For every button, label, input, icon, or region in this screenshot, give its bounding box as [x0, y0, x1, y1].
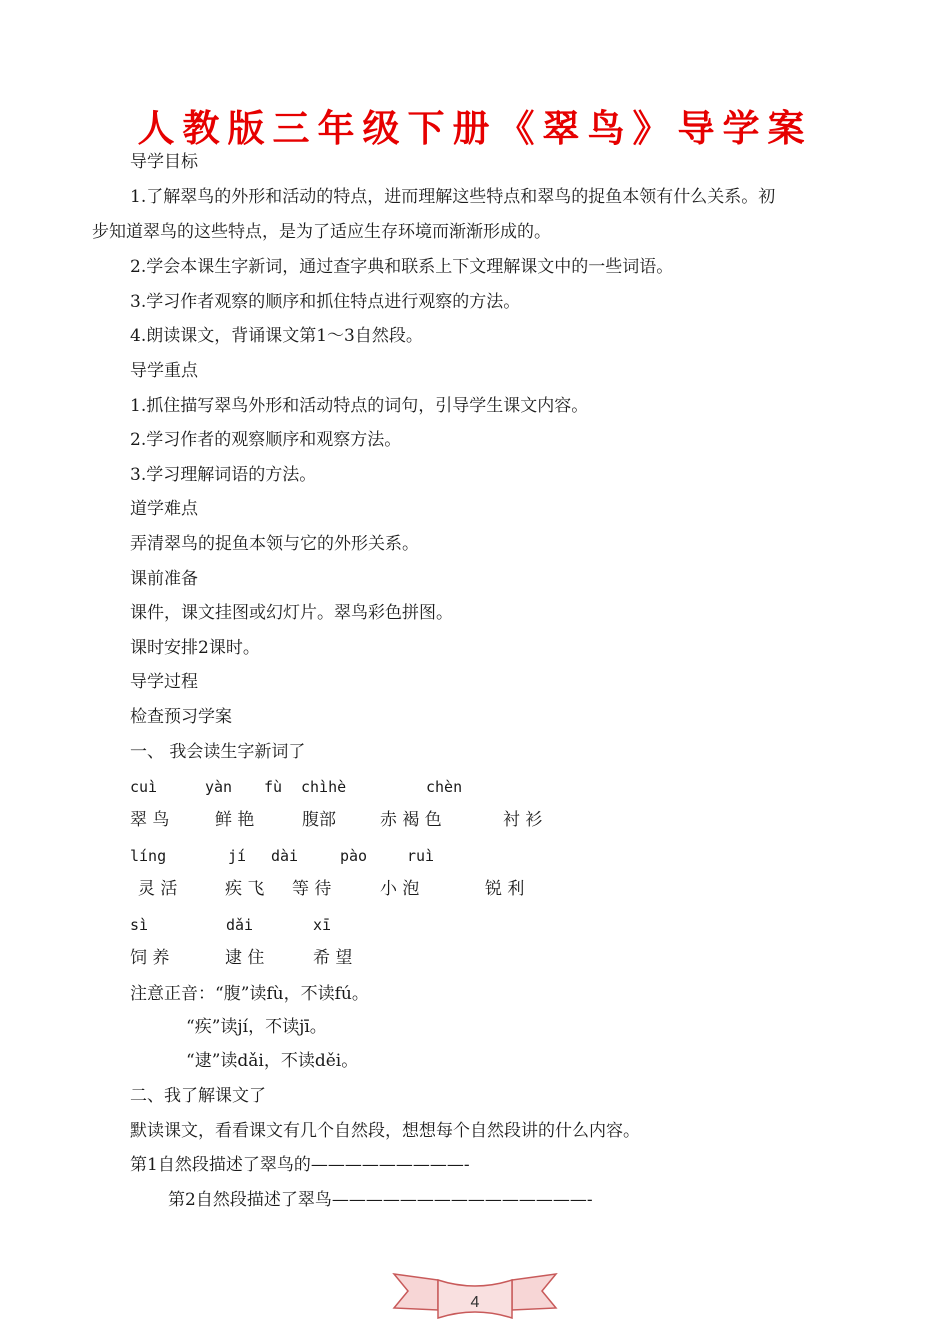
vocab-word: 腹部 [302, 810, 336, 830]
question-1: 第1自然段描述了翠鸟的—————————- [130, 1155, 470, 1175]
section2-intro: 默读课文，看看课文有几个自然段，想想每个自然段讲的什么内容。 [130, 1121, 640, 1141]
key-point-3: 3.学习理解词语的方法。 [130, 465, 317, 485]
goal-item-1-cont: 步知道翠鸟的这些特点，是为了适应生存环境而渐渐形成的。 [92, 222, 551, 242]
key-point-2: 2.学习作者的观察顺序和观察方法。 [130, 430, 402, 450]
difficulty-text: 弄清翠鸟的捉鱼本领与它的外形关系。 [130, 534, 419, 554]
pinyin: cuì [130, 778, 158, 796]
pronunciation-note-3: “逮”读dǎi，不读děi。 [186, 1051, 359, 1071]
key-points-heading: 导学重点 [130, 361, 198, 381]
pinyin: sì [130, 916, 149, 934]
vocab-word: 赤 褐 色 [380, 810, 442, 830]
document-title: 人教版三年级下册《翠鸟》导学案 [137, 107, 813, 150]
pinyin: pào [340, 847, 368, 865]
preparation-heading: 课前准备 [130, 569, 198, 589]
goal-item-2: 2.学会本课生字新词，通过查字典和联系上下文理解课文中的一些词语。 [130, 257, 674, 277]
vocab-word: 锐 利 [485, 879, 525, 899]
pinyin: chèn [426, 778, 463, 796]
section1-heading: 一、 我会读生字新词了 [130, 742, 306, 762]
schedule-text: 课时安排2课时。 [130, 638, 260, 658]
vocab-word: 饲 养 [130, 948, 170, 968]
pronunciation-note-1: 注意正音：“腹”读fù，不读fú。 [130, 984, 369, 1004]
vocab-word: 希 望 [313, 948, 353, 968]
pinyin-row-3 [0, 913, 950, 937]
word-row-1 [0, 808, 950, 832]
vocab-word: 疾 飞 [225, 879, 265, 899]
pinyin: fù [264, 778, 283, 796]
goal-item-4: 4.朗读课文，背诵课文第1～3自然段。 [130, 326, 423, 346]
word-row-2 [0, 877, 950, 901]
pinyin: líng [130, 847, 167, 865]
word-row-3 [0, 946, 950, 970]
pinyin: chìhè [301, 778, 347, 796]
process-subheading: 检查预习学案 [130, 707, 232, 727]
pinyin: xī [313, 916, 332, 934]
pinyin: jí [228, 847, 247, 865]
difficulty-heading: 道学难点 [130, 499, 198, 519]
pinyin: dǎi [226, 916, 254, 934]
preparation-text: 课件，课文挂图或幻灯片。翠鸟彩色拼图。 [130, 603, 453, 623]
vocab-word: 灵 活 [138, 879, 178, 899]
vocab-word: 逮 住 [225, 948, 265, 968]
pinyin-row-1 [0, 775, 950, 799]
page-number: 4 [470, 1294, 480, 1311]
question-2: 第2自然段描述了翠鸟———————————————- [168, 1190, 593, 1210]
vocab-word: 衬 衫 [503, 810, 543, 830]
vocab-word: 翠 鸟 [130, 810, 170, 830]
pinyin: ruì [407, 847, 435, 865]
goals-heading: 导学目标 [130, 152, 198, 172]
pinyin-row-2 [0, 844, 950, 868]
section2-heading: 二、我了解课文了 [130, 1086, 266, 1106]
pinyin: dài [271, 847, 299, 865]
pinyin: yàn [205, 778, 233, 796]
process-heading: 导学过程 [130, 672, 198, 692]
pronunciation-note-2: “疾”读jí，不读jī。 [186, 1017, 327, 1037]
vocab-word: 鲜 艳 [215, 810, 255, 830]
goal-item-1: 1.了解翠鸟的外形和活动的特点，进而理解这些特点和翠鸟的捉鱼本领有什么关系。初 [130, 187, 776, 207]
vocab-word: 小 泡 [380, 879, 420, 899]
key-point-1: 1.抓住描写翠鸟外形和活动特点的词句，引导学生课文内容。 [130, 396, 589, 416]
vocab-word: 等 待 [292, 879, 332, 899]
goal-item-3: 3.学习作者观察的顺序和抓住特点进行观察的方法。 [130, 292, 521, 312]
